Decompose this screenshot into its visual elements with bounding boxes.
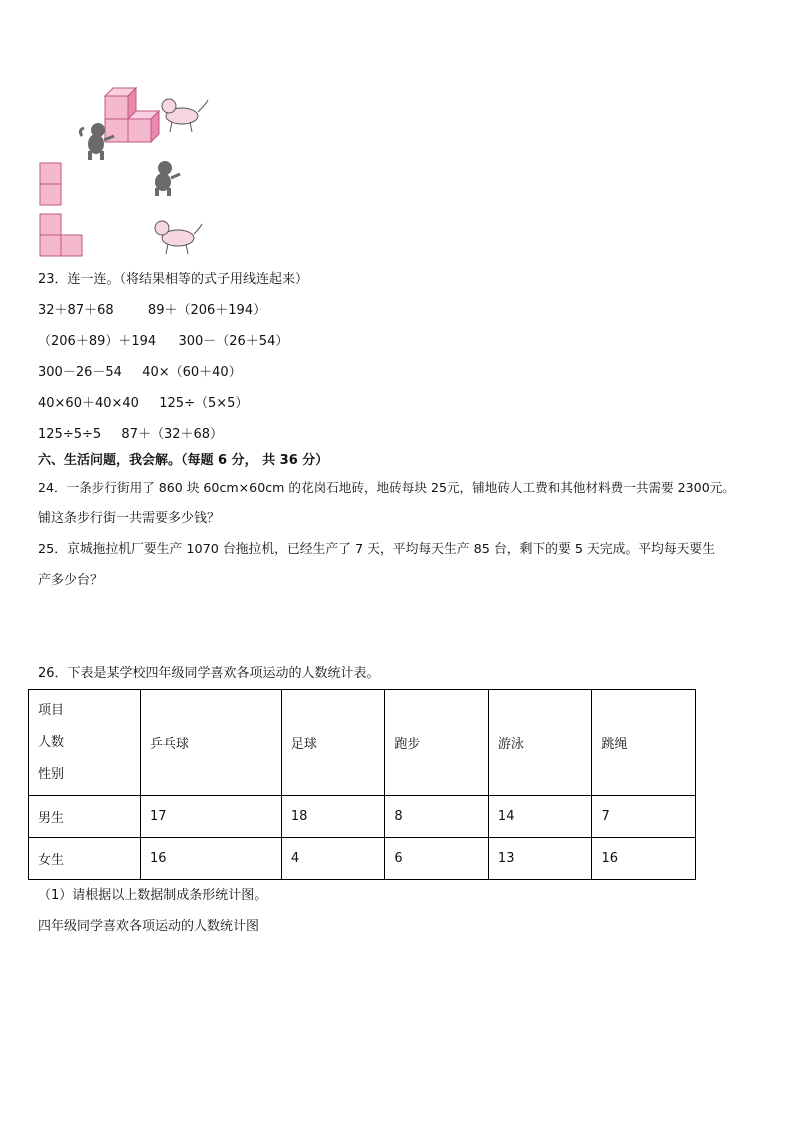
table-row bbox=[29, 838, 696, 880]
row-label: 女生 bbox=[29, 838, 141, 880]
column-header: 跳绳 bbox=[592, 690, 696, 796]
column-header: 跑步 bbox=[385, 690, 489, 796]
section-title: 六、生活问题，我会解。（每题 6 分， 共 36 分） bbox=[38, 453, 329, 468]
table-cell: 17 bbox=[141, 796, 282, 838]
table-cell: 8 bbox=[385, 796, 489, 838]
q24-text: 铺这条步行街一共需要多少钱？ bbox=[38, 511, 221, 526]
table-cell: 14 bbox=[488, 796, 592, 838]
header-label-gender: 性别 bbox=[38, 766, 65, 782]
view-shape-b bbox=[40, 214, 82, 256]
dog-icon bbox=[155, 221, 202, 254]
chart-title: 四年级同学喜欢各项运动的人数统计图 bbox=[38, 919, 260, 934]
cube-stack bbox=[105, 88, 159, 142]
dog-icon bbox=[162, 99, 208, 132]
q23-row bbox=[38, 426, 223, 444]
q26-title: 26．下表是某学校四年级同学喜欢各项运动的人数统计表。 bbox=[38, 666, 380, 681]
q26-subquestion: （1）请根据以上数据制成条形统计图。 bbox=[38, 888, 268, 903]
q23-right-expr[interactable]: 89＋（206＋194） bbox=[147, 303, 267, 318]
q23-row bbox=[38, 302, 266, 320]
q23-right-expr[interactable]: 125÷（5×5） bbox=[159, 396, 249, 411]
table-row bbox=[29, 796, 696, 838]
row-label: 男生 bbox=[29, 796, 141, 838]
q23-title: 23．连一连。（将结果相等的式子用线连起来） bbox=[38, 272, 309, 287]
cube-views-figure bbox=[30, 80, 230, 260]
table-corner-header bbox=[29, 690, 141, 796]
table-cell: 7 bbox=[592, 796, 696, 838]
table-cell: 4 bbox=[281, 838, 385, 880]
q23-left-expr[interactable]: 32＋87＋68 bbox=[38, 303, 114, 318]
column-header: 足球 bbox=[281, 690, 385, 796]
q23-row bbox=[38, 333, 288, 351]
table-cell: 6 bbox=[385, 838, 489, 880]
q25-text: 产多少台？ bbox=[38, 573, 104, 588]
table-header-row bbox=[29, 690, 696, 796]
table-cell: 16 bbox=[592, 838, 696, 880]
sports-stats-table bbox=[28, 689, 696, 880]
q23-left-expr[interactable]: （206＋89）＋194 bbox=[38, 334, 157, 349]
q24-text: 24．一条步行街用了 860 块 60cm×60cm 的花岗石地砖，地砖每块 25元，铺地砖人工费和其他材料费一共需要 2300元。 bbox=[38, 480, 735, 495]
table-cell: 18 bbox=[281, 796, 385, 838]
q23-right-expr[interactable]: 40×（60＋40） bbox=[142, 365, 242, 380]
table-cell: 16 bbox=[141, 838, 282, 880]
q23-right-expr[interactable]: 87＋（32＋68） bbox=[121, 427, 224, 442]
monkey-icon bbox=[155, 161, 180, 196]
header-label-count: 人数 bbox=[38, 734, 65, 750]
q23-row bbox=[38, 364, 242, 382]
q23-left-expr[interactable]: 40×60＋40×40 bbox=[38, 396, 139, 411]
header-label-item: 项目 bbox=[38, 702, 65, 718]
table-cell: 13 bbox=[488, 838, 592, 880]
column-header: 游泳 bbox=[488, 690, 592, 796]
column-header: 乒乓球 bbox=[141, 690, 282, 796]
q23-right-expr[interactable]: 300－（26＋54） bbox=[178, 334, 289, 349]
q25-text: 25．京城拖拉机厂要生产 1070 台拖拉机，已经生产了 7 天，平均每天生产 85 台，剩下的要 5 天完成。平均每天要生 bbox=[38, 542, 716, 557]
q23-left-expr[interactable]: 125÷5÷5 bbox=[38, 427, 102, 442]
q23-row bbox=[38, 395, 248, 413]
view-shape-a bbox=[40, 163, 61, 205]
q23-left-expr[interactable]: 300－26－54 bbox=[38, 365, 122, 380]
